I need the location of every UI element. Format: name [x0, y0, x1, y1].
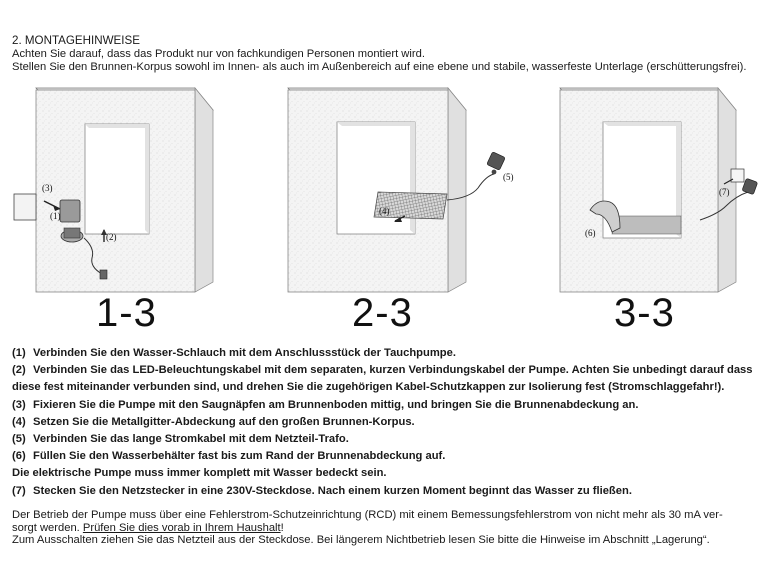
footer-line-1: Der Betrieb der Pumpe muss über eine Fehlerstrom-Schutzeinrichtung (RCD) mit einem Bemessungsfehlerstrom von nicht mehr als 30 mA ver-: [12, 509, 723, 521]
figure-1-fountain: [36, 88, 213, 292]
step-number: (4): [12, 415, 26, 428]
step-text: Verbinden Sie den Wasser-Schlauch mit dem Anschlussstück der Tauchpumpe.: [33, 347, 456, 359]
callout-1-fig1: (1): [50, 211, 61, 221]
step-text: Setzen Sie die Metallgitter-Abdeckung auf den großen Brunnen-Korpus.: [33, 415, 415, 428]
intro-line-1: Achten Sie darauf, dass das Produkt nur von fachkundigen Personen montiert wird.: [12, 47, 425, 60]
footer-line-3: Zum Ausschalten ziehen Sie das Netzteil aus der Steckdose. Bei längerem Nichtbetrieb lesen Sie bitte die Hinweise im Abschnitt „Lagerung“.: [12, 534, 710, 547]
footer-line-2: [12, 522, 762, 535]
step-2: [12, 362, 767, 379]
step-text: Stecken Sie den Netzstecker in eine 230V-Steckdose. Nach einem kurzen Moment beginnt das Wasser zu fließen.: [33, 484, 632, 497]
figure-2-fountain: [288, 88, 505, 292]
step-6-continuation: Die elektrische Pumpe muss immer komplett mit Wasser bedeckt sein.: [12, 467, 387, 480]
step-number: (1): [12, 347, 26, 359]
step-number: (6): [12, 450, 26, 463]
step-number: (5): [12, 433, 26, 446]
power-adapter-icon: [487, 152, 506, 171]
step-3: [12, 397, 767, 414]
step-5: [12, 431, 767, 448]
step-text: Füllen Sie den Wasserbehälter fast bis zum Rand der Brunnenabdeckung auf.: [33, 450, 446, 463]
water-surface-icon: [612, 216, 681, 234]
step-6: [12, 448, 767, 465]
intro-line-2: Stellen Sie den Brunnen-Korpus sowohl im Innen- als auch im Außenbereich auf eine ebene und stabile, wasserfeste Unterlage (erschütterungsfrei).: [12, 61, 747, 74]
intro-section: [12, 34, 746, 75]
step-number: (7): [12, 484, 26, 497]
step-2-continuation: diese fest miteinander verbunden sind, und drehen Sie die zugehörigen Kabel-Schutzkappen zur Isolierung fest (Stromschlaggefahr!).: [12, 381, 725, 394]
figure-2-label: 2-3: [352, 291, 413, 335]
callout-2-fig1: (2): [106, 232, 117, 242]
callout-5-fig2: (5): [503, 172, 514, 182]
step-7: [12, 483, 767, 500]
step-number: (2): [12, 364, 26, 377]
figure-1-label: 1-3: [96, 291, 157, 335]
callout-3-fig1: (3): [42, 183, 53, 193]
callout-6-fig3: (6): [585, 228, 596, 238]
callout-7-fig3: (7): [719, 187, 730, 197]
section-heading: 2. MONTAGEHINWEISE: [12, 34, 140, 47]
step-text: Verbinden Sie das LED-Beleuchtungskabel mit dem separaten, kurzen Verbindungskabel der Pumpe. Achten Sie unbedingt darauf dass: [33, 364, 753, 377]
step-4: [12, 414, 767, 431]
step-number: (3): [12, 398, 26, 411]
safety-footer: [12, 509, 762, 547]
step-text: Verbinden Sie das lange Stromkabel mit dem Netzteil-Trafo.: [33, 433, 349, 446]
figure-3-label: 3-3: [614, 291, 675, 335]
step-text: Fixieren Sie die Pumpe mit den Saugnäpfen am Brunnenboden mittig, und bringen Sie die Brunnenabdeckung an.: [33, 398, 639, 411]
callout-4-fig2: (4): [379, 206, 390, 216]
footer-line-2-text: sorgt werden.: [12, 521, 83, 534]
pump-icon: [60, 200, 80, 222]
wall-socket-icon: [731, 169, 744, 182]
cover-plate-icon: [14, 194, 36, 220]
footer-underlined-note: Prüfen Sie dies vorab in Ihrem Haushalt: [82, 521, 281, 534]
assembly-figures: [0, 80, 772, 335]
step-1: [12, 345, 767, 362]
footer-line-2-end: !: [280, 521, 284, 534]
assembly-steps: [12, 345, 767, 500]
